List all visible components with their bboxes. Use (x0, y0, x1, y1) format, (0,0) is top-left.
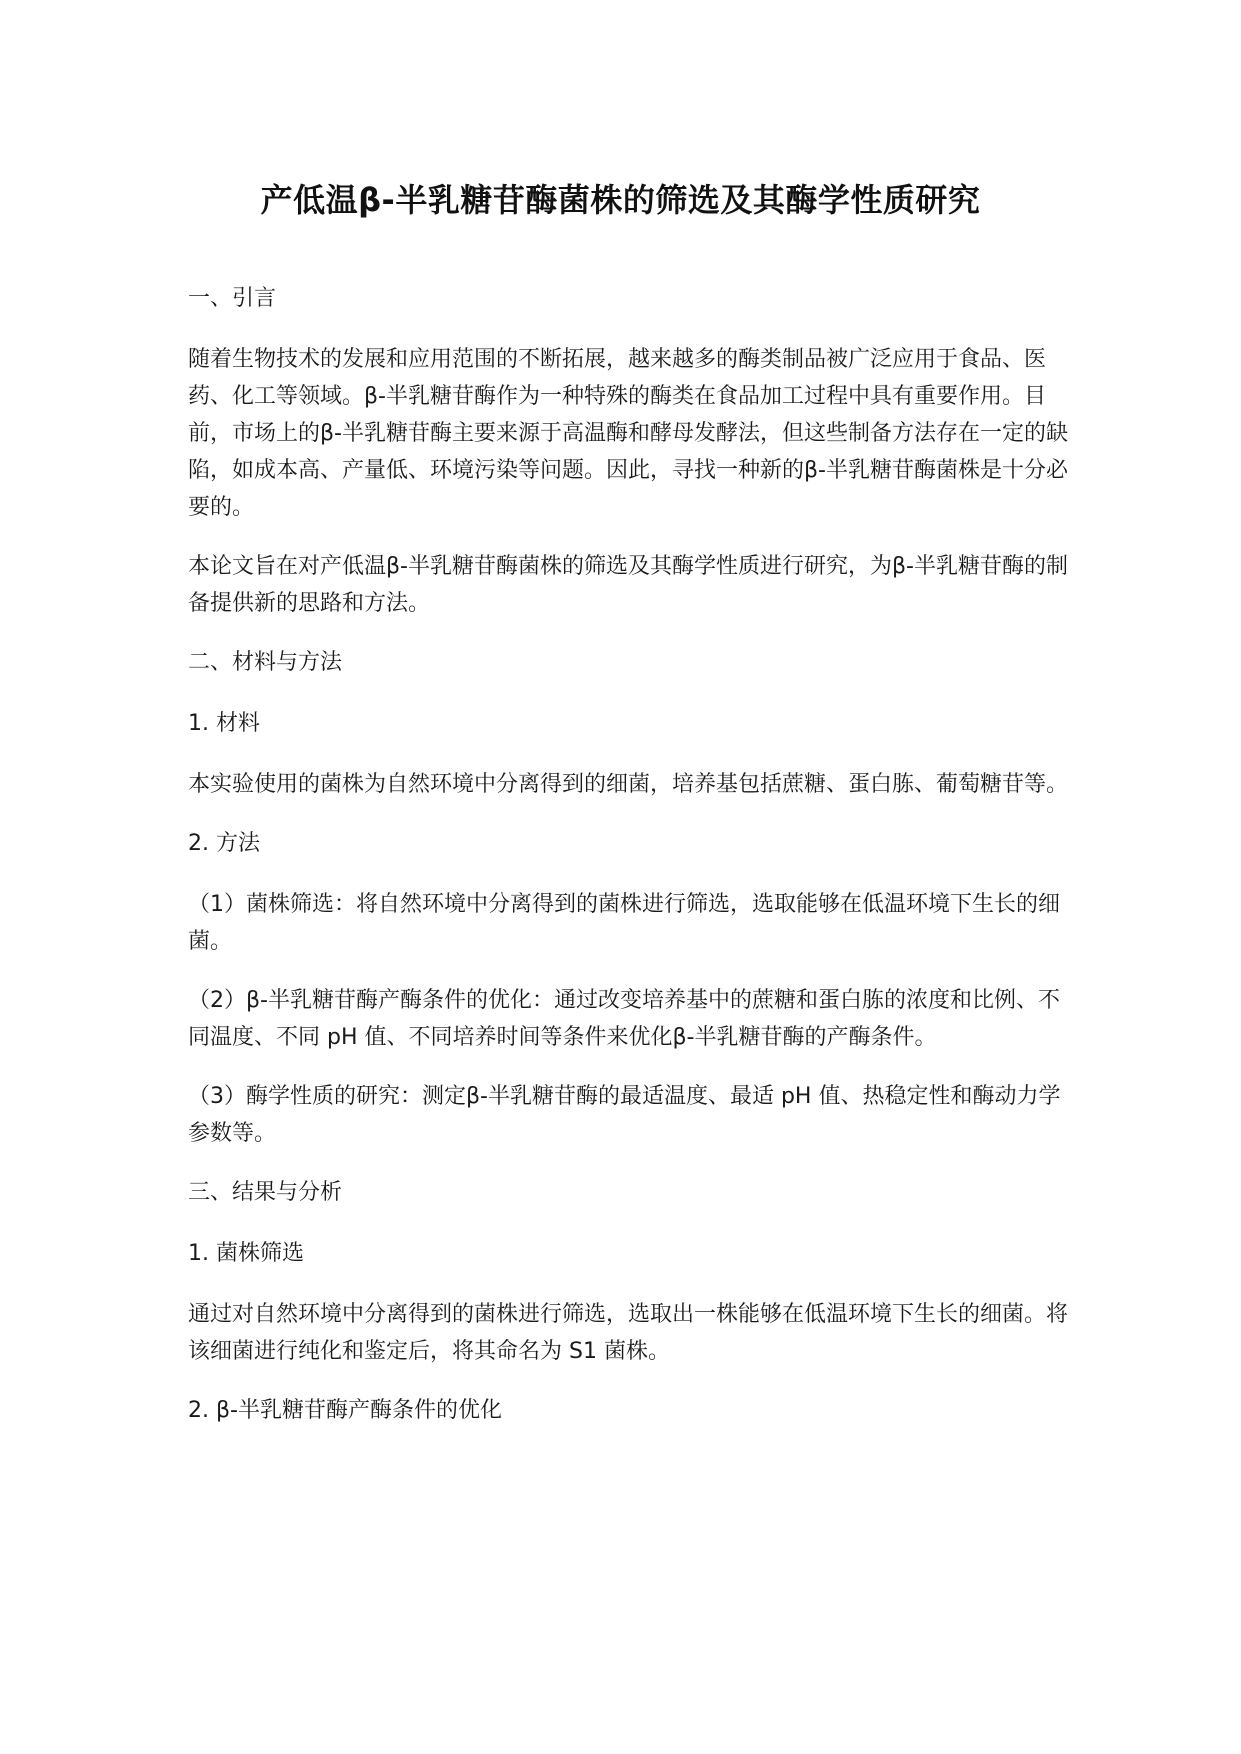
paragraph-method-2: （2）β-半乳糖苷酶产酶条件的优化：通过改变培养基中的蔗糖和蛋白胨的浓度和比例、不同温度、不同 pH 值、不同培养时间等条件来优化β-半乳糖苷酶的产酶条件。 (188, 988, 1060, 1050)
section-heading-results: 三、结果与分析 (188, 1180, 343, 1205)
paragraph-strain-screening: 通过对自然环境中分离得到的菌株进行筛选，选取出一株能够在低温环境下生长的细菌。将该细菌进行纯化和鉴定后，将其命名为 S1 菌株。 (188, 1302, 1069, 1364)
subheading-strain-screening: 1. 菌株筛选 (188, 1241, 304, 1266)
subheading-methods: 2. 方法 (188, 831, 260, 856)
document-title: 产低温β-半乳糖苷酶菌株的筛选及其酶学性质研究 (260, 181, 981, 219)
paragraph-materials: 本实验使用的菌株为自然环境中分离得到的细菌，培养基包括蔗糖、蛋白胨、葡萄糖苷等。 (188, 772, 1069, 797)
paragraph-method-1: （1）菌株筛选：将自然环境中分离得到的菌株进行筛选，选取能够在低温环境下生长的细菌。 (188, 892, 1061, 954)
section-heading-intro: 一、引言 (188, 286, 277, 311)
subheading-materials: 1. 材料 (188, 711, 260, 736)
paragraph-intro-background: 随着生物技术的发展和应用范围的不断拓展，越来越多的酶类制品被广泛应用于食品、医药、化工等领域。β-半乳糖苷酶作为一种特殊的酶类在食品加工过程中具有重要作用。目前，市场上的β-半乳糖苷酶主要来源于高温酶和酵母发酵法，但这些制备方法存在一定的缺陷，如成本高、产量低、环境污染等问题。因此，寻找一种新的β-半乳糖苷酶菌株是十分必要的。 (188, 347, 1068, 520)
document-body (188, 280, 1068, 1453)
section-heading-materials-methods: 二、材料与方法 (188, 650, 343, 675)
paragraph-intro-purpose: 本论文旨在对产低温β-半乳糖苷酶菌株的筛选及其酶学性质进行研究，为β-半乳糖苷酶的制备提供新的思路和方法。 (188, 554, 1068, 616)
subheading-enzyme-optimization: 2. β-半乳糖苷酶产酶条件的优化 (188, 1398, 502, 1423)
paragraph-method-3: （3）酶学性质的研究：测定β-半乳糖苷酶的最适温度、最适 pH 值、热稳定性和酶动力学参数等。 (188, 1084, 1061, 1146)
